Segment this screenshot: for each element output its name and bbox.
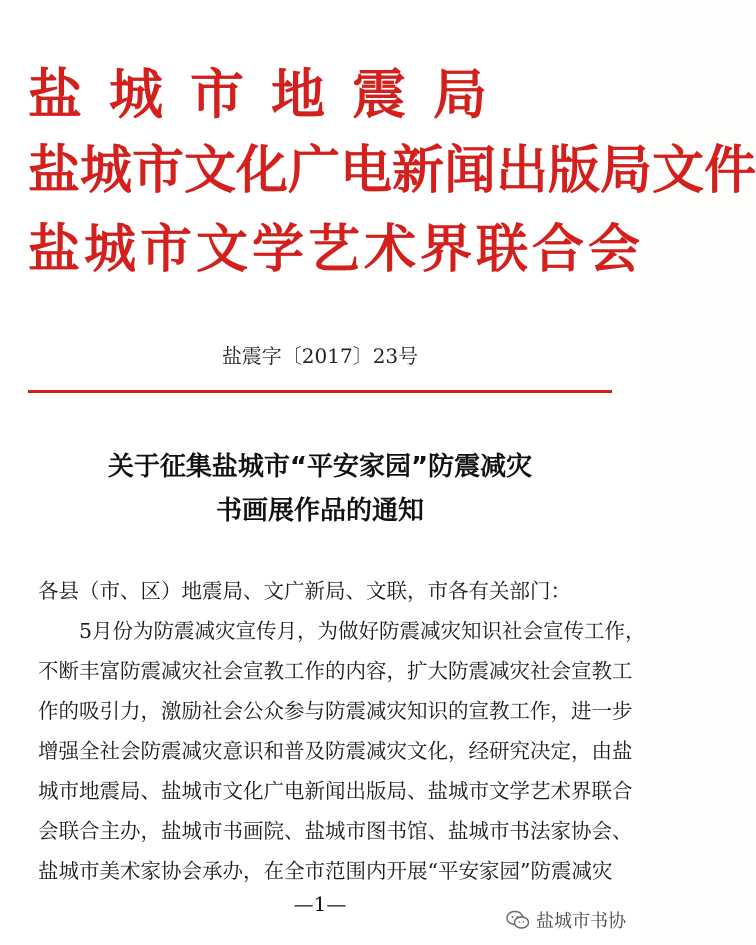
wechat-watermark <box>506 907 626 933</box>
body-salutation: 各县（市、区）地震局、文广新局、文联，市各有关部门： <box>38 579 571 603</box>
body-line: 作的吸引力，激励社会公众参与防震减灾知识的宣教工作，进一步 <box>38 699 633 723</box>
document-title-line-1: 关于征集盐城市“平安家园”防震减灾 <box>107 452 533 482</box>
header-issuer-literary-federation: 盐城市文学艺术界联合会 <box>28 219 645 280</box>
page-number: —1— <box>293 892 347 916</box>
body-line: 会联合主办，盐城市书画院、盐城市图书馆、盐城市书法家协会、 <box>38 819 633 843</box>
body-line: 增强全社会防震减灾意识和普及防震减灾文化，经研究决定，由盐 <box>38 739 633 763</box>
red-separator-rule <box>28 390 612 393</box>
wechat-icon <box>506 910 530 930</box>
watermark-text: 盐城市书协 <box>536 911 626 932</box>
body-line: 不断丰富防震减灾社会宣教工作的内容，扩大防震减灾社会宣教工 <box>38 659 633 683</box>
header-issuer-seismology-bureau: 盐城市地震局 <box>28 62 514 126</box>
body-line: 5月份为防震减灾宣传月，为做好防震减灾知识社会宣传工作， <box>38 619 646 643</box>
body-line: 盐城市美术家协会承办，在全市范围内开展“平安家园”防震减灾 <box>38 859 613 883</box>
body-line: 城市地震局、盐城市文化广电新闻出版局、盐城市文学艺术界联合 <box>38 779 633 803</box>
header-issuer-culture-bureau: 盐城市文化广电新闻出版局文件 <box>28 140 756 201</box>
document-number: 盐震字〔2017〕23号 <box>221 344 419 368</box>
document-title-line-2: 书画展作品的通知 <box>215 496 424 526</box>
